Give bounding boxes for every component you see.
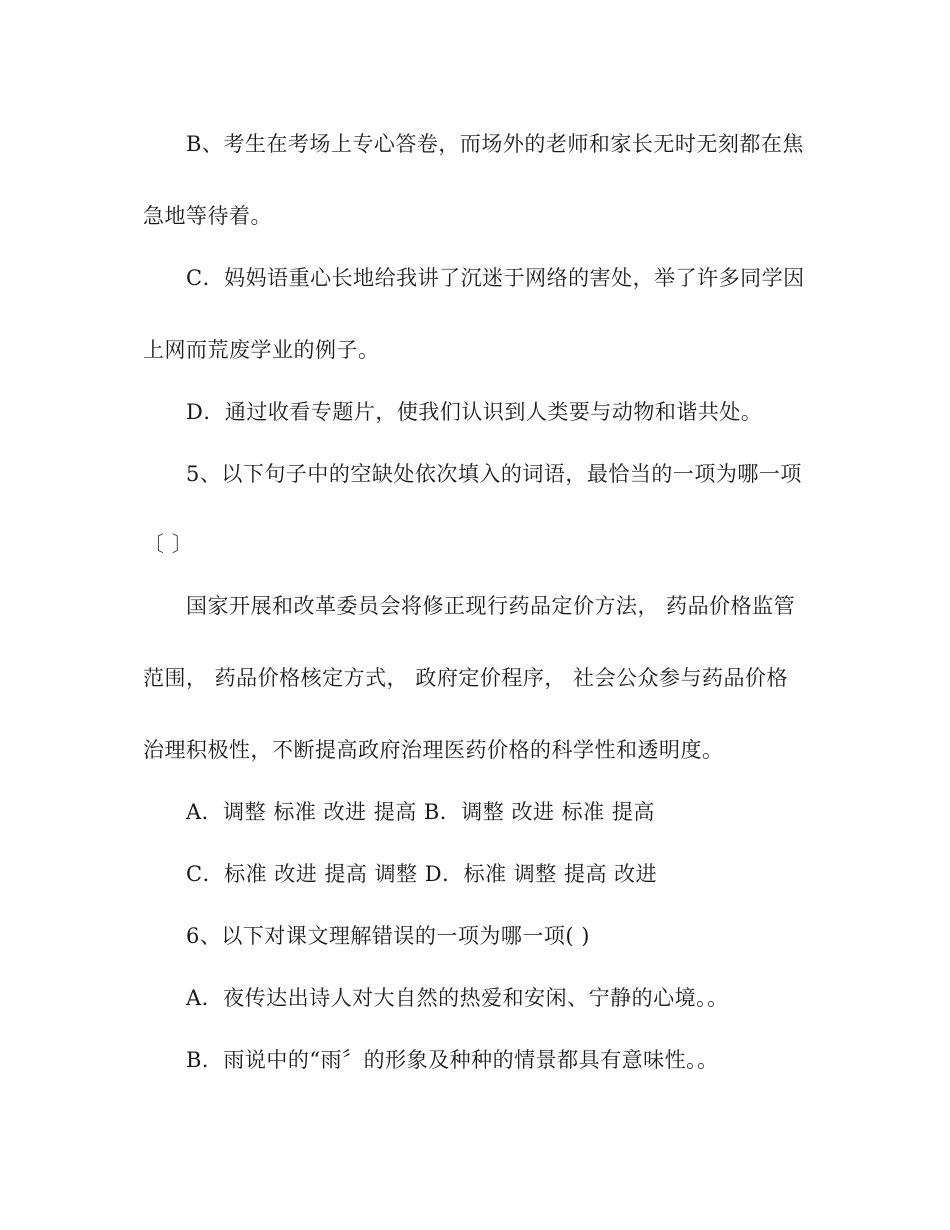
- paragraph-line-3: C．妈妈语重心长地给我讲了沉迷于网络的害处，举了许多同学因: [186, 266, 805, 290]
- question-5-passage-line-3: 治理积极性，不断提高政府治理医药价格的科学性和透明度。: [143, 738, 724, 762]
- paragraph-line-4: 上网而荒废学业的例子。: [143, 338, 380, 362]
- question-5-options-ab: A．调整 标准 改进 提高 B．调整 改进 标准 提高: [186, 800, 655, 824]
- paragraph-line-5: D．通过收看专题片，使我们认识到人类要与动物和谐共处。: [186, 400, 763, 424]
- question-5-options-cd: C．标准 改进 提高 调整 D．标准 调整 提高 改进: [186, 862, 658, 886]
- question-5-line-1: 5、以下句子中的空缺处依次填入的词语，最恰当的一项为哪一项: [186, 462, 802, 486]
- paragraph-line-1: B、考生在考场上专心答卷，而场外的老师和家长无时无刻都在焦: [186, 132, 804, 156]
- question-5-passage-line-2: 范围， 药品价格核定方式， 政府定价程序， 社会公众参与药品价格: [143, 666, 789, 690]
- question-5-passage-line-1: 国家开展和改革委员会将修正现行药品定价方法， 药品价格监管: [186, 594, 796, 618]
- question-6-option-b: B．雨说中的“雨〞的形象及种种的情景都具有意味性。。: [186, 1048, 719, 1072]
- paragraph-line-2: 急地等待着。: [143, 204, 272, 228]
- question-6-line: 6、以下对课文理解错误的一项为哪一项( ): [186, 924, 590, 948]
- question-6-option-a: A．夜传达出诗人对大自然的热爱和安闲、宁静的心境。。: [186, 986, 729, 1010]
- question-5-bracket: 〔 〕: [143, 532, 194, 556]
